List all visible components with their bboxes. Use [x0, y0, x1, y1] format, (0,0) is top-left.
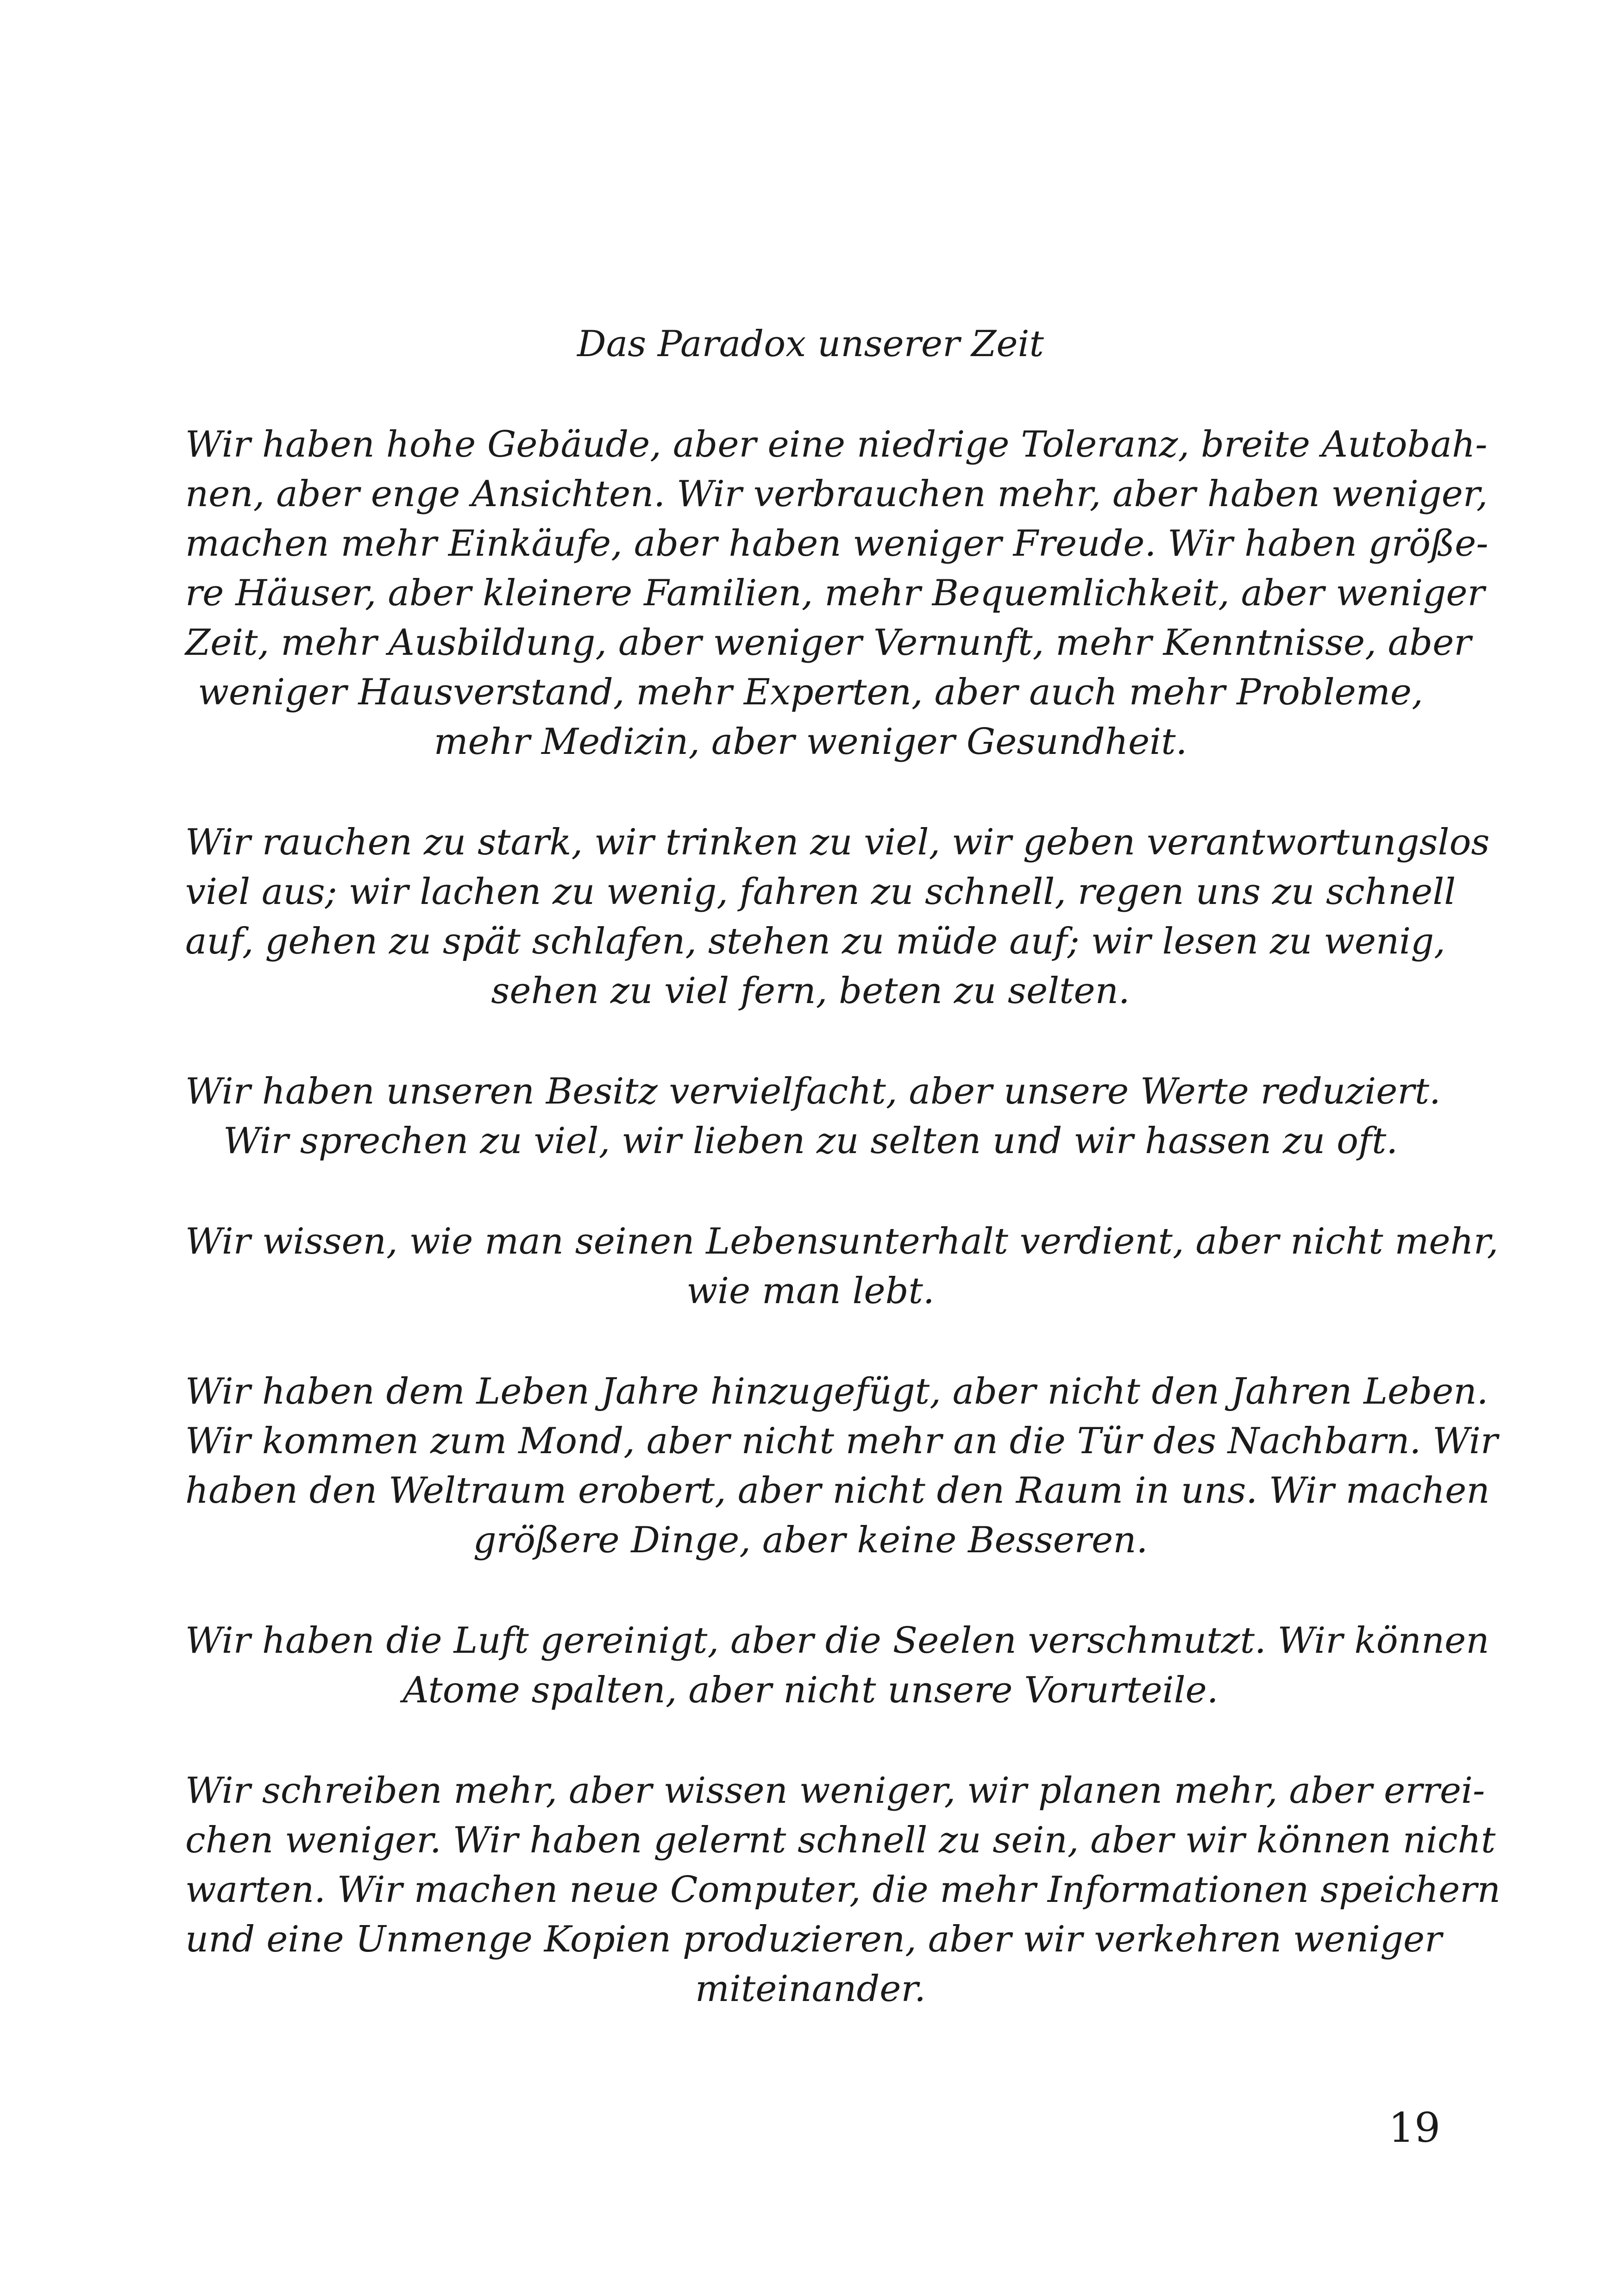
poem-line: nen, aber enge Ansichten. Wir verbrauchen mehr, aber haben weniger,: [185, 473, 1488, 515]
poem-line: machen mehr Einkäufe, aber haben weniger Freude. Wir haben größe-: [185, 523, 1489, 565]
stanza: [185, 1067, 1441, 1166]
stanza: [185, 1217, 1499, 1316]
poem-line: miteinander.: [695, 1968, 926, 2010]
stanza: [185, 818, 1490, 1016]
poem-line: wie man lebt.: [686, 1270, 935, 1312]
poem-line: Zeit, mehr Ausbildung, aber weniger Vernunft, mehr Kenntnisse, aber: [185, 622, 1471, 664]
poem-line: re Häuser, aber kleinere Familien, mehr Bequemlichkeit, aber weniger: [185, 572, 1485, 614]
page-number: 19: [1389, 2104, 1440, 2152]
stanza: [185, 1616, 1489, 1715]
poem-line: haben den Weltraum erobert, aber nicht den Raum in uns. Wir machen: [185, 1470, 1490, 1512]
stanza: [185, 420, 1489, 767]
poem-line: Wir sprechen zu viel, wir lieben zu selten und wir hassen zu oft.: [223, 1120, 1398, 1162]
poem-line: Wir haben unseren Besitz vervielfacht, aber unsere Werte reduziert.: [185, 1071, 1441, 1112]
poem-line: Wir schreiben mehr, aber wissen weniger, wir planen mehr, aber errei-: [185, 1770, 1485, 1812]
poem-line: Wir rauchen zu stark, wir trinken zu viel, wir geben verantwortungslos: [185, 822, 1490, 863]
stanza: [185, 1367, 1498, 1565]
poem-line: auf, gehen zu spät schlafen, stehen zu müde auf; wir lesen zu wenig,: [185, 921, 1445, 962]
poem-line: Wir haben dem Leben Jahre hinzugefügt, aber nicht den Jahren Leben.: [185, 1371, 1489, 1412]
poem-line: und eine Unmenge Kopien produzieren, aber wir verkehren weniger: [185, 1919, 1442, 1960]
poem-line: sehen zu viel fern, beten zu selten.: [491, 970, 1130, 1012]
poem-line: warten. Wir machen neue Computer, die mehr Informationen speichern: [185, 1869, 1501, 1911]
poem-line: Atome spalten, aber nicht unsere Vorurteile.: [402, 1669, 1219, 1711]
stanza-list: [185, 420, 1501, 2014]
poem-line: größere Dinge, aber keine Besseren.: [473, 1519, 1148, 1561]
poem-title: Das Paradox unserer Zeit: [577, 323, 1044, 365]
poem-line: viel aus; wir lachen zu wenig, fahren zu schnell, regen uns zu schnell: [185, 871, 1456, 913]
stanza: [185, 1766, 1501, 2014]
poem-line: weniger Hausverstand, mehr Experten, aber auch mehr Probleme,: [198, 671, 1423, 713]
poem-body: [185, 320, 1501, 2065]
poem-line: Wir wissen, wie man seinen Lebensunterhalt verdient, aber nicht mehr,: [185, 1221, 1499, 1262]
poem-line: chen weniger. Wir haben gelernt schnell zu sein, aber wir können nicht: [185, 1819, 1496, 1861]
poem-line: Wir haben hohe Gebäude, aber eine niedrige Toleranz, breite Autobah-: [185, 424, 1488, 465]
poem-line: Wir haben die Luft gereinigt, aber die Seelen verschmutzt. Wir können: [185, 1620, 1489, 1662]
poem-line: mehr Medizin, aber weniger Gesundheit.: [434, 721, 1187, 763]
poem-line: Wir kommen zum Mond, aber nicht mehr an die Tür des Nachbarn. Wir: [185, 1420, 1498, 1462]
